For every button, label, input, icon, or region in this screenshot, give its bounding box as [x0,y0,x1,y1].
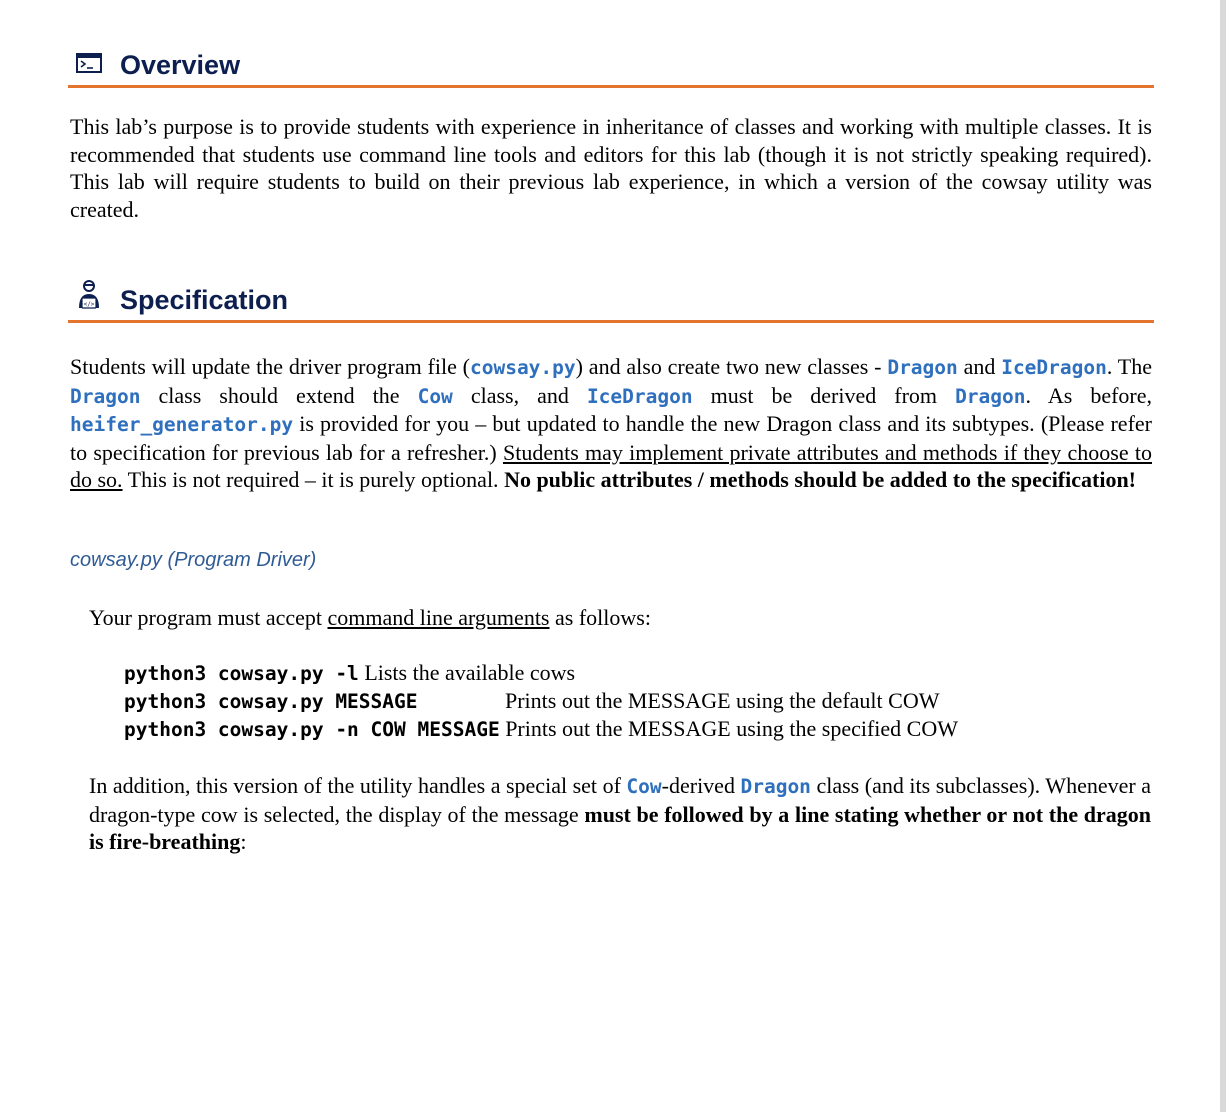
svg-text:</>: </> [83,301,95,308]
dragon-text: : [240,829,247,855]
spec-text: must be derived from [692,382,956,408]
command-line-intro [89,604,1149,632]
heifer-generator-code: heifer_generator.py [70,413,294,437]
page-edge [1220,0,1226,1112]
dragon-class-code: Dragon [740,775,811,798]
spec-text: . As before, [1025,382,1152,408]
icedragon-class-code: IceDragon [586,384,693,408]
private-attributes-note: Students may implement private attributes and methods if they choose to do so. [70,439,1152,493]
command-line-arguments-link-text: command line arguments [327,605,550,630]
command-description: Prints out the MESSAGE using the default COW [505,688,940,713]
overview-title: Overview [120,50,241,80]
command-code: python3 cowsay.py -l [124,662,359,685]
spec-text: class should extend the [140,382,418,408]
dragon-paragraph [89,772,1151,856]
spec-text: Students will update the driver program file ( [70,354,470,379]
dragon-text: In addition, this version of the utility handles a special set of [89,773,627,798]
specification-paragraph [70,353,1152,494]
command-row-default [124,688,940,714]
overview-heading [68,40,1154,88]
command-code: python3 cowsay.py -n COW MESSAGE [124,718,500,741]
spec-text: . The [1106,354,1153,379]
terminal-icon [76,53,102,78]
dragon-class-code: Dragon [955,384,1026,408]
cowsay-file-code: cowsay.py [469,356,576,379]
dragon-text: class (and its subclasses). Whenever a dragon-type cow is selected, the display of the message [89,773,1151,827]
specification-heading [68,275,1154,323]
command-description: Prints out the MESSAGE using the specified COW [499,716,958,741]
spec-text: ) and also create two new classes - [575,354,888,379]
intro-text: Your program must accept [89,605,328,630]
dragon-text: -derived [661,773,741,798]
dragon-class-code: Dragon [887,356,958,379]
spec-text: This is not required – it is purely optional. [122,467,505,493]
specification-title: Specification [120,285,289,315]
command-code: python3 cowsay.py MESSAGE [124,690,418,713]
coder-icon [76,279,102,316]
icedragon-class-code: IceDragon [1001,356,1107,379]
public-attributes-warning: No public attributes / methods should be added to the specification! [504,467,1137,493]
overview-paragraph: This lab’s purpose is to provide students with experience in inheritance of classes and working with multiple classes. It is recommended that students use command line tools and editors for this lab (though it is not strictly speaking required). This lab will require students to build on their previous lab experience, in which a version of the cowsay utility was created. [70,114,1152,222]
cow-class-code: Cow [626,775,662,798]
dragon-class-code: Dragon [70,384,141,408]
spec-text: and [957,354,1002,379]
driver-subheading: cowsay.py (Program Driver) [70,549,317,571]
command-description: Lists the available cows [358,660,576,685]
cow-class-code: Cow [417,384,453,408]
command-row-list [124,660,575,686]
fire-breathing-requirement: must be followed by a line stating whether or not the dragon is fire-breathing [89,801,1152,855]
intro-text: as follows: [549,605,651,630]
spec-text: class, and [452,382,587,408]
spec-text: is provided for you – but updated to handle the new Dragon class and its subtypes. (Please refer to specification for previous lab for a refresher.) [70,411,1152,465]
command-row-named [124,716,958,742]
